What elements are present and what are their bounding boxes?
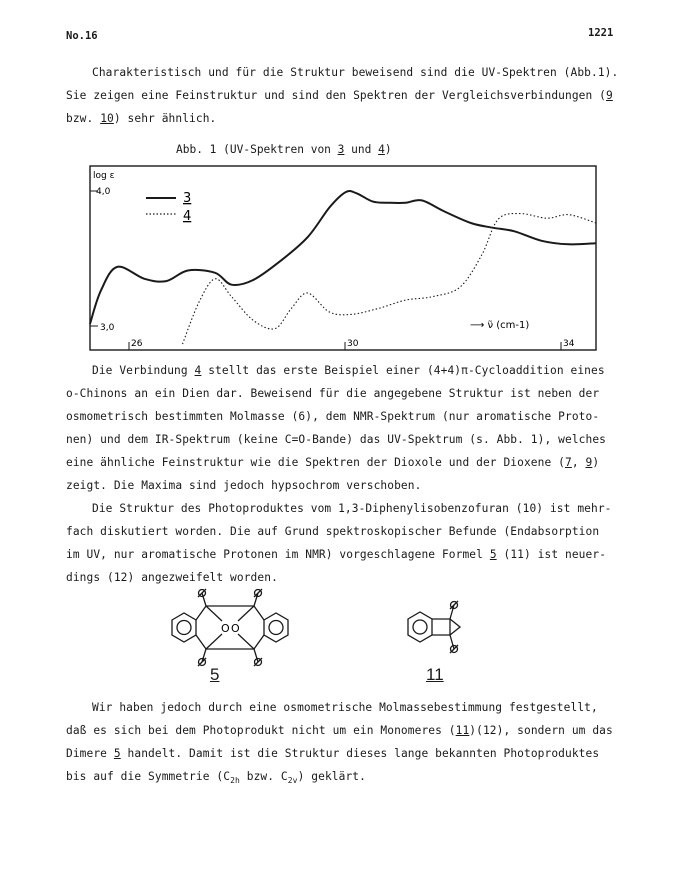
x-tick-label-26: 26: [131, 339, 143, 349]
ref-9: 9: [606, 89, 613, 102]
phenyl-bonds: [202, 593, 258, 662]
uv-spectrum-chart: [84, 160, 604, 356]
body2-line-7: Die Struktur des Photoproduktes vom 1,3-Diphenylisobenzofuran (10) ist mehr-: [92, 502, 612, 515]
body3-line-1: Wir haben jedoch durch eine osmometrische Molmassebestimmung festgestellt,: [92, 701, 598, 714]
journal-issue-number: No.16: [66, 30, 98, 42]
oxygen-bridge-bonds: [206, 606, 254, 649]
body2-line-9: im UV, nur aromatische Protonen im NMR) vorgeschlagene Formel 5 (11) ist neuer-: [66, 548, 607, 561]
structure-5-diagram: [160, 585, 300, 685]
aromatic-circle: [413, 620, 427, 634]
body2-line-2: o-Chinons an ein Dien dar. Beweisend für die angegebene Struktur ist neben der: [66, 387, 600, 400]
body-paragraph-2: [66, 359, 626, 589]
y-tick-label-top: 4,0: [96, 187, 111, 197]
four-ring: [432, 619, 450, 635]
ref-10: 10: [100, 112, 114, 125]
phenyl-symbols: [450, 601, 458, 653]
aromatic-circle-right: [269, 621, 283, 635]
structure-11-label: 11: [426, 665, 444, 684]
figure-caption: Abb. 1 (UV-Spektren von 3 und 4): [176, 143, 392, 156]
oxygen-label-left: O: [221, 622, 230, 635]
benzene-ring-left: [172, 613, 196, 642]
aromatic-circle-left: [177, 621, 191, 635]
body-paragraph-3: [66, 696, 626, 792]
body3-line-2: daß es sich bei dem Photoprodukt nicht um ein Monomeres (11)(12), sondern um das: [66, 724, 613, 737]
y-axis-label: log ε: [93, 171, 115, 181]
page-number: 1221: [588, 27, 614, 39]
benzene-ring: [408, 612, 432, 642]
oxygen-label-right: O: [231, 622, 240, 635]
body2-line-3: osmometrisch bestimmten Molmasse (6), dem NMR-Spektrum (nur aromatische Proto-: [66, 410, 600, 423]
epoxide-ring: [450, 619, 460, 635]
intro-line-1: Charakteristisch und für die Struktur beweisend sind die UV-Spektren (Abb.1).: [92, 66, 619, 79]
body2-line-8: fach diskutiert worden. Die auf Grund spektroskopischer Befunde (Endabsorption: [66, 525, 600, 538]
intro-line-3: bzw. 10) sehr ähnlich.: [66, 112, 217, 125]
series-line-4: [183, 213, 597, 344]
body3-line-4: bis auf die Symmetrie ($C_{2h}$ bzw. $C_{2v}$) geklärt.: [66, 770, 366, 785]
phenyl-symbols: [198, 589, 262, 666]
body2-line-6: zeigt. Die Maxima sind jedoch hypsochrom verschoben.: [66, 479, 422, 492]
intro-line-2: Sie zeigen eine Feinstruktur und sind den Spektren der Vergleichsverbindungen (9: [66, 89, 613, 102]
body2-line-4: nen) und dem IR-Spektrum (keine C=O-Bande) das UV-Spektrum (s. Abb. 1), welches: [66, 433, 606, 446]
body2-line-1: Die Verbindung 4 stellt das erste Beispiel einer (4+4)π-Cycloaddition eines: [92, 364, 605, 377]
legend-dotted-label: 4: [183, 209, 192, 224]
x-axis-label: ⟶ ν̃ (cm-1): [470, 320, 530, 331]
body2-line-5: eine ähnliche Feinstruktur wie die Spektren der Dioxole und der Dioxene (7, 9): [66, 456, 600, 469]
structure-11-diagram: [400, 595, 480, 665]
body3-line-3: Dimere 5 handelt. Damit ist die Struktur dieses lange bekannten Photoproduktes: [66, 747, 600, 760]
series-line-3: [90, 191, 596, 324]
y-tick-label-bottom: 3,0: [100, 323, 115, 333]
bridge-bottom: [196, 635, 264, 649]
bridge-top: [196, 606, 264, 620]
legend-solid-label: 3: [183, 191, 192, 206]
structure-5-label: 5: [210, 665, 220, 684]
x-tick-label-30: 30: [347, 339, 359, 349]
intro-paragraph: [66, 61, 626, 130]
body2-line-10: dings (12) angezweifelt worden.: [66, 571, 278, 584]
benzene-ring-right: [264, 613, 288, 642]
x-tick-label-34: 34: [563, 339, 575, 349]
